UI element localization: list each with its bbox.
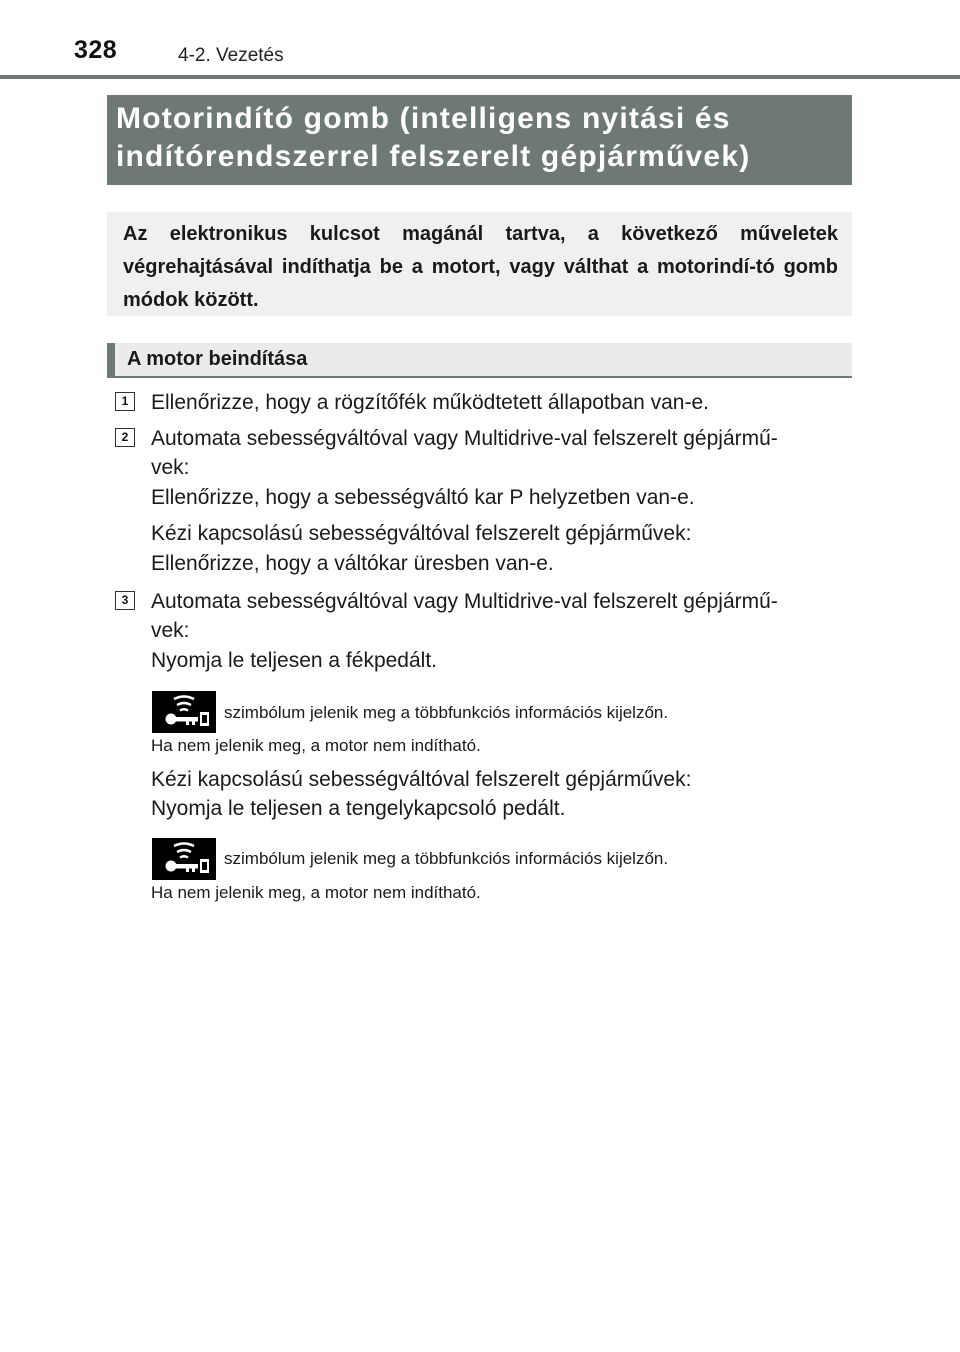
step-2-line-4: Kézi kapcsolású sebességváltóval felszerelt gépjárművek: <box>151 522 692 545</box>
step-number-1: 1 <box>115 392 135 411</box>
page-title <box>107 95 852 185</box>
step-3-line-3: Nyomja le teljesen a fékpedált. <box>151 649 437 672</box>
chapter-label: 4-2. Vezetés <box>178 45 284 66</box>
page-title-line-2: indítórendszerrel felszerelt gépjárművek) <box>116 140 751 173</box>
note-2-line-1: szimbólum jelenik meg a többfunkciós információs kijelzőn. <box>224 849 669 868</box>
step-2-line-5: Ellenőrizze, hogy a váltókar üresben van-e. <box>151 552 554 575</box>
note-1-line-1: szimbólum jelenik meg a többfunkciós információs kijelzőn. <box>224 703 669 722</box>
step-number-3: 3 <box>115 591 135 610</box>
key-indicator-graphic <box>152 838 216 880</box>
section-heading: A motor beindítása <box>107 343 852 378</box>
page-title-line-1: Motorindító gomb (intelligens nyitási és <box>116 102 731 135</box>
step-2-line-3: Ellenőrizze, hogy a sebességváltó kar P helyzetben van-e. <box>151 486 695 509</box>
header-divider <box>0 75 960 79</box>
step-2-line-1: Automata sebességváltóval vagy Multidrive-val felszerelt gépjármű- <box>151 427 778 450</box>
page-header <box>0 0 960 80</box>
page-number: 328 <box>74 36 118 64</box>
step-3-line-2: vek: <box>151 619 190 642</box>
step-number-2: 2 <box>115 428 135 447</box>
step-2-line-2: vek: <box>151 456 190 479</box>
key-indicator-icon <box>152 838 216 880</box>
step-3-line-1: Automata sebességváltóval vagy Multidrive-val felszerelt gépjármű- <box>151 590 778 613</box>
key-indicator-icon <box>152 691 216 733</box>
note-2-line-2: Ha nem jelenik meg, a motor nem indítható. <box>151 883 481 902</box>
step-3-line-5: Nyomja le teljesen a tengelykapcsoló pedált. <box>151 797 566 820</box>
step-1-text: Ellenőrizze, hogy a rögzítőfék működtetett állapotban van-e. <box>151 391 709 414</box>
key-indicator-graphic <box>152 691 216 733</box>
note-1-line-2: Ha nem jelenik meg, a motor nem indítható. <box>151 736 481 755</box>
intro-text: Az elektronikus kulcsot magánál tartva, a következő műveletek végrehajtásával indíthatja be a motort, vagy válthat a motorindí-tó gomb módok között. <box>123 223 838 311</box>
intro-box <box>107 212 852 316</box>
step-3-line-4: Kézi kapcsolású sebességváltóval felszerelt gépjárművek: <box>151 768 692 791</box>
